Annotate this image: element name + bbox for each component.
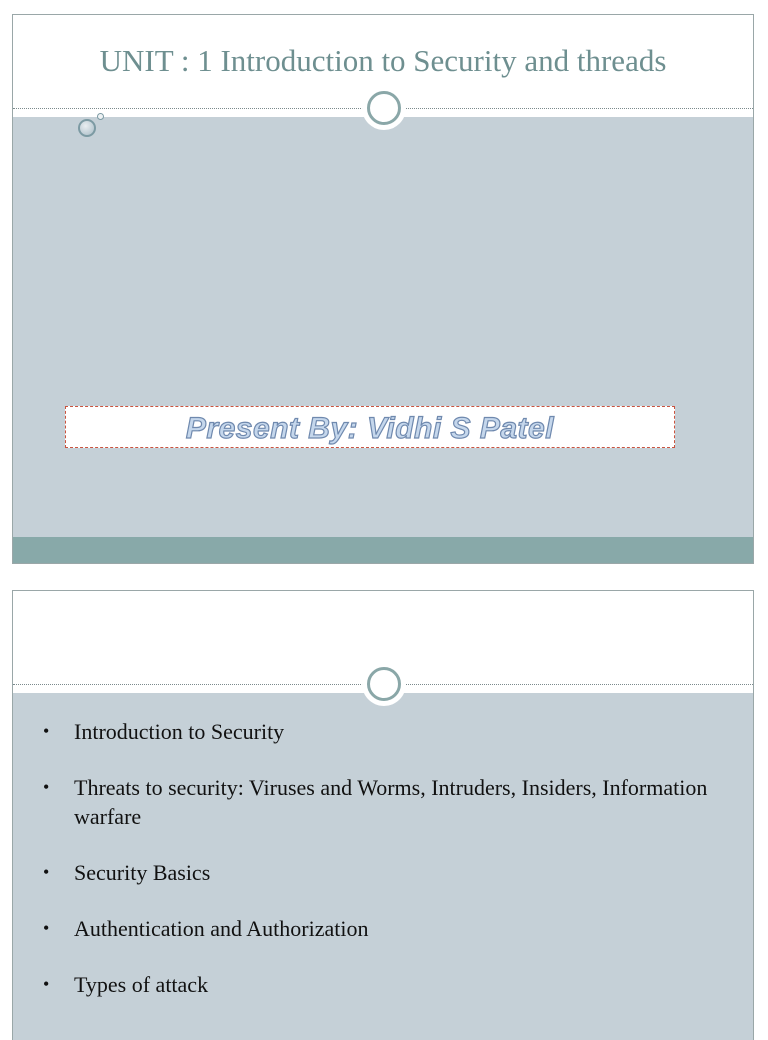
list-item: • Introduction to Security [43,717,723,746]
topic-list [43,717,723,1026]
list-item: • Types of attack [43,970,723,999]
list-item: • Security Basics [43,858,723,887]
small-bubble-icon [97,113,104,120]
presenter-textbox [65,406,675,448]
slide-title: UNIT : 1 Introduction to Security and threads [99,43,667,78]
list-item: • Authentication and Authorization [43,914,723,943]
footer-band [13,537,753,564]
list-item: • Threats to security: Viruses and Worms, Intruders, Insiders, Information warfare [43,773,723,831]
bubble-icon [78,119,96,137]
circle-ring-icon [362,86,406,130]
contents-slide [12,590,754,1040]
presenter-name: Present By: Vidhi S Patel [185,412,555,445]
circle-ring-icon [362,662,406,706]
title-slide [12,14,754,564]
